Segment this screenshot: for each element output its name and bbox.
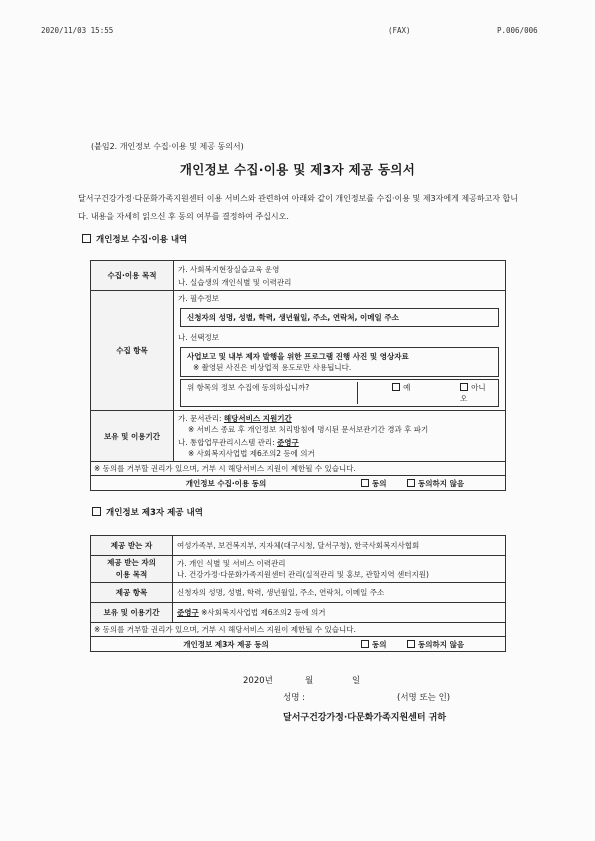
section2-retention-note: ※사회복지사업법 제6조의2 등에 의거 — [201, 608, 326, 617]
section1-heading — [82, 233, 187, 245]
yes-label: 예 — [403, 383, 411, 392]
checkbox-square-icon — [82, 234, 91, 243]
section1-disagree-option[interactable] — [407, 478, 464, 489]
checkbox-icon[interactable] — [361, 640, 369, 648]
retention-label: 보유 및 이용기간 — [91, 411, 174, 462]
retention-system-period: 준영구 — [277, 438, 299, 447]
signer-name-label: 성명 : — [283, 693, 305, 703]
checkbox-icon[interactable] — [460, 383, 468, 391]
checkbox-icon[interactable] — [361, 479, 369, 487]
disagree-label: 동의하지 않음 — [418, 478, 465, 488]
optional-info-note: ※ 촬영된 사진은 비상업적 용도로만 사용됩니다. — [193, 363, 352, 372]
purpose-line: 가. 사회복지현장실습교육 운영 — [178, 264, 280, 274]
optional-info-box — [180, 347, 499, 377]
agree-label: 동의 — [372, 639, 387, 649]
recipient-purpose-cell — [173, 556, 506, 583]
required-info-box — [180, 308, 499, 327]
items-label: 수집 항목 — [91, 291, 174, 411]
section1-consent-label: 개인정보 수집·이용 동의 — [185, 478, 267, 488]
section1-consent-row — [91, 476, 506, 491]
retention-doc-note: ※ 서비스 종료 후 개인정보 처리방침에 명시된 문서보관기간 경과 후 파기 — [188, 425, 429, 434]
optional-consent-box — [180, 379, 499, 407]
items-cell — [174, 291, 506, 411]
date-year: 2020년 — [243, 676, 273, 686]
purpose-label: 수집·이용 목적 — [91, 261, 174, 291]
retention-cell — [174, 411, 506, 462]
checkbox-icon[interactable] — [407, 479, 415, 487]
date-month: 월 — [305, 676, 314, 686]
agree-label: 동의 — [372, 478, 387, 488]
retention-system: 나. 통합업무관리시스템 관리: 준영구 — [178, 438, 299, 447]
required-info-title: 가. 필수정보 — [178, 294, 219, 303]
fax-page-number: P.006/006 — [497, 26, 538, 35]
collection-usage-table — [90, 260, 506, 491]
signature-hint: (서명 또는 인) — [397, 693, 451, 703]
checkbox-icon[interactable] — [407, 640, 415, 648]
recipient-purpose-line: 가. 개인 식별 및 서비스 이력관리 — [177, 559, 286, 568]
document-title: 개인정보 수집·이용 및 제3자 제공 동의서 — [179, 162, 416, 177]
no-label: 아니오 — [460, 383, 486, 403]
recipient-purpose-label-line: 제공 받는 자의 — [107, 558, 156, 567]
intro-paragraph: 달서구건강가정·다문화가족지원센터 이용 서비스와 관련하여 아래와 같이 개인정보를 수집·이용 및 제3자에게 제공하고자 합니다. 내용을 자세히 읽으신 후 동의 여부를 결정하여 주십시오. — [78, 194, 518, 221]
section2-heading — [92, 506, 203, 518]
section1-refusal-notice: ※ 동의를 거부할 권리가 있으며, 거부 시 해당서비스 지원이 제한될 수 있습니다. — [91, 462, 506, 476]
section2-agree-option[interactable] — [361, 639, 407, 650]
required-info-text: 신청자의 성명, 성별, 학력, 생년월일, 주소, 연락처, 이메일 주소 — [187, 313, 399, 322]
attachment-label: (붙임2. 개인정보 수집·이용 및 제공 동의서) — [91, 142, 244, 151]
section2-disagree-option[interactable] — [407, 639, 464, 650]
checkbox-icon[interactable] — [392, 383, 400, 391]
section2-retention-label: 보유 및 이용기간 — [91, 603, 173, 623]
recipient-text: 여성가족부, 보건복지부, 지자체(대구시청, 달서구청), 한국사회복지사협회 — [173, 536, 506, 556]
section2-consent-row — [91, 637, 506, 652]
purpose-cell — [174, 261, 506, 291]
recipient-purpose-label-line: 이용 목적 — [115, 570, 148, 579]
optional-info-title: 나. 선택정보 — [178, 333, 219, 342]
optional-yes-option[interactable] — [357, 382, 460, 404]
fax-label: (FAX) — [388, 26, 411, 35]
third-party-table — [90, 535, 506, 652]
purpose-line: 나. 실습생의 개인식별 및 이력관리 — [178, 277, 292, 287]
section1-agree-option[interactable] — [361, 478, 407, 489]
section1-heading-text: 개인정보 수집·이용 내역 — [96, 235, 188, 245]
recipient-purpose-line: 나. 건강가정·다문화가족지원센터 관리(실적관리 및 홍보, 관할지역 센터지원) — [177, 570, 429, 579]
date-day: 일 — [352, 676, 361, 686]
disagree-label: 동의하지 않음 — [418, 639, 465, 649]
addressee: 달서구건강가정·다문화가족지원센터 귀하 — [283, 713, 447, 723]
recipient-purpose-label — [91, 556, 173, 583]
provided-items-label: 제공 항목 — [91, 583, 173, 603]
provided-items-text: 신청자의 성명, 성별, 학력, 생년월일, 주소, 연락처, 이메일 주소 — [173, 583, 506, 603]
fax-datetime: 2020/11/03 15:55 — [41, 26, 114, 35]
section2-refusal-notice: ※ 동의를 거부할 권리가 있으며, 거부 시 해당서비스 지원이 제한될 수 있습니다. — [91, 623, 506, 637]
checkbox-square-icon — [92, 507, 101, 516]
section2-retention-cell — [173, 603, 506, 623]
retention-doc: 가. 문서관리: 해당서비스 지원기간 — [178, 414, 292, 423]
optional-info-text: 사업보고 및 내부 제자 발행을 위한 프로그램 진행 사진 및 영상자료 — [187, 352, 409, 361]
optional-consent-question: 위 항목의 정보 수집에 동의하십니까? — [187, 383, 310, 392]
optional-no-option[interactable] — [460, 382, 492, 404]
retention-system-note: ※ 사회복지사업법 제6조의2 등에 의거 — [188, 449, 315, 458]
section2-heading-text: 개인정보 제3자 제공 내역 — [106, 508, 203, 518]
section2-consent-label: 개인정보 제3자 제공 동의 — [183, 639, 269, 649]
section2-retention-period: 준영구 — [177, 608, 199, 617]
retention-doc-period: 해당서비스 지원기간 — [223, 414, 292, 423]
recipient-label: 제공 받는 자 — [91, 536, 173, 556]
